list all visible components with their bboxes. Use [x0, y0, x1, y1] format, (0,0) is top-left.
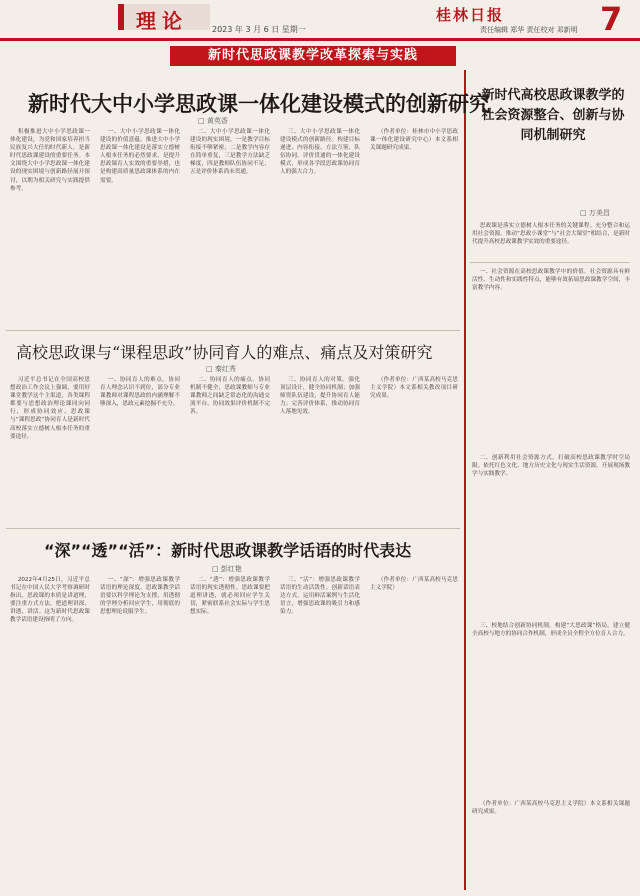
section-name: 理论 — [136, 9, 188, 33]
article2-title: 高校思政课与“课程思政”协同育人的难点、痛点及对策研究 — [16, 343, 433, 362]
article4-col-5: （作者单位：广西某高校马克思主义学院）本文系相关课题研究成果。 — [472, 801, 630, 816]
article2-col-2: 一、协同育人的难点。协同育人理念认识不到位，部分专业课教师对课程思政的内涵理解不够深入，思政元素挖掘不充分。 — [100, 377, 180, 408]
article4-col-1: 思政课是落实立德树人根本任务的关键课程。充分整合和运用社会资源，推动“思政小课堂”与“社会大课堂”相结合，是新时代提升高校思政课教学实效的重要途径。 — [472, 223, 630, 246]
article1-col-2: 一、大中小学思政课一体化建设的价值意蕴。推进大中小学思政课一体化建设是落实立德树人根本任务的必然要求，是提升思政课育人实效的重要举措，也是构建高质量思政课体系的内在需要。 — [100, 129, 180, 184]
sidebar-divider — [464, 70, 466, 890]
article2-col-4: 三、协同育人的对策。强化顶层设计，健全协同机制；加强师资队伍建设，提升协同育人能力；完善评价体系，推动协同育人落地见效。 — [280, 377, 360, 416]
paper-name: 桂林日报 — [436, 6, 505, 24]
article2-col-3: 二、协同育人的痛点。协同机制不健全，思政课教师与专业课教师之间缺乏常态化的沟通交流平台，协同效果评价机制不完善。 — [190, 377, 270, 416]
article1-col-4: 三、大中小学思政课一体化建设模式的创新路径。构建目标递进、内容衔接、方法互鉴、队伍协同、评价贯通的一体化建设模式，形成各学段思政课协同育人的强大合力。 — [280, 129, 360, 176]
article1-col-5: （作者单位：桂林市中小学思政课一体化建设研究中心）本文系相关课题研究成果。 — [370, 129, 458, 152]
article1-title: 新时代大中小学思政课一体化建设模式的创新研究 — [28, 92, 490, 116]
article4-col-3: 二、创新利用社会资源方式，打破高校思政课教学时空局限。依托红色文化、地方历史文化与现实生活资源，开展现场教学与实践教学。 — [472, 455, 630, 478]
sidebar-article — [470, 74, 632, 890]
column-banner: 新时代思政课教学改革探索与实践 — [170, 46, 456, 66]
article1-col-1: 积极推进大中小学思政课一体化建设，为党和国家培养担当民族复兴大任的时代新人，是新时代思政课建设的重要任务。本文围绕大中小学思政课一体化建设的现实困境与创新路径展开探讨，以期为相关研究与实践提供参考。 — [10, 129, 90, 192]
article4-col-4: 三、校地结合创新协同机制，构建“大思政课”格局。建立健全高校与地方的协同合作机制，形成全员全程全方位育人合力。 — [472, 623, 630, 638]
article3-col-5: （作者单位：广西某高校马克思主义学院） — [370, 577, 458, 592]
divider-2 — [6, 528, 460, 529]
article4-title: 新时代高校思政课教学的社会资源整合、创新与协同机制研究 — [481, 88, 625, 143]
masthead — [0, 0, 640, 41]
divider-1 — [6, 330, 460, 331]
article3-title: “深”“透”“活”：新时代思政课教学话语的时代表达 — [44, 541, 412, 560]
article2-col-5: （作者单位：广西某高校马克思主义学院）本文系相关教改项目研究成果。 — [370, 377, 458, 400]
article3-col-2: 一、“深”：增强思政课教学话语的理论深度。思政课教学话语要以科学理论为支撑，用透彻的学理分析回应学生，用彻底的思想理论说服学生。 — [100, 577, 180, 616]
article4-byline: □ 万美昌 — [580, 209, 610, 217]
article3-col-1: 2022年4月25日，习近平总书记在中国人民大学考察调研时指出，思政课的本质是讲道理，要注重方式方法，把道理讲深、讲透、讲活。这为新时代思政课教学话语建设指明了方向。 — [10, 577, 90, 624]
article1-col-3: 二、大中小学思政课一体化建设的现实困境。一是教学目标衔接不够紧密，二是教学内容存在简单重复，三是教学方法缺乏梯度，四是教师队伍协同不足，五是评价体系尚未贯通。 — [190, 129, 270, 176]
issue-date: 2023 年 3 月 6 日 星期一 — [212, 25, 306, 34]
article3-col-4: 三、“活”：增强思政课教学话语的生动活泼性。创新话语表达方式，运用鲜活案例与生活化语言，增强思政课的吸引力和感染力。 — [280, 577, 360, 616]
article2-byline: □ 秦红秀 — [206, 365, 236, 373]
article2-col-1: 习近平总书记在全国高校思想政治工作会议上强调，要用好课堂教学这个主渠道，各类课程都要与思想政治理论课同向同行，形成协同效应。思政课与“课程思政”协同育人是新时代高校落实立德树人根本任务的重要途径。 — [10, 377, 90, 440]
page-number: 7 — [600, 0, 623, 38]
article3-col-3: 二、“透”：增强思政课教学话语的现实透彻性。思政课要把道理讲透，就必须回应学生关切，紧密联系社会实际与学生思想实际。 — [190, 577, 270, 616]
editors-line: 责任编辑 郑华 责任校对 邓新明 — [480, 26, 578, 34]
article4-col-2: 一、社会资源在高校思政课教学中的价值。社会资源具有鲜活性、生动性和实践性特点，能够有效拓展思政课教学空间，丰富教学内容。 — [472, 269, 630, 292]
article1-byline: □ 黄英香 — [198, 117, 228, 125]
article3-byline: □ 彭红艳 — [212, 565, 242, 573]
